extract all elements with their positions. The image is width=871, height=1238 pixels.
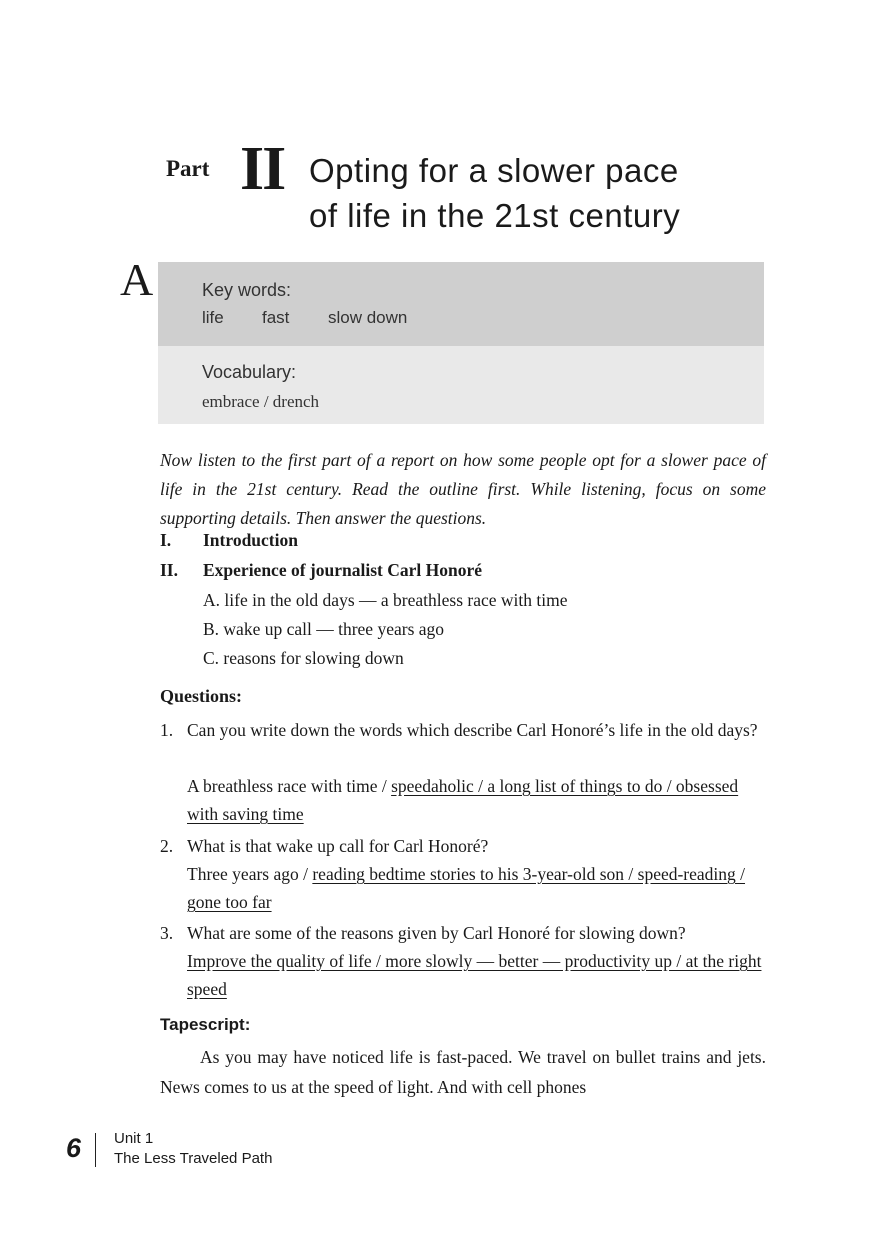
key-words-heading: Key words:: [202, 280, 292, 300]
listening-instructions: Now listen to the first part of a report on how some people opt for a slower pace of life in the 21st century. Read the outline first. While listening, focus on some supporting details. Then answer the questions.: [160, 450, 766, 528]
answer-text: [187, 772, 766, 828]
part-title-line-1: Opting for a slower pace: [309, 152, 679, 189]
answer-text: [187, 860, 766, 916]
outline-sub-item: B. wake up call — three years ago: [203, 619, 445, 639]
question-number: 1.: [160, 720, 174, 740]
outline-number: II.: [160, 560, 178, 580]
key-words-list: [202, 308, 407, 328]
vocabulary-box: [158, 346, 764, 424]
part-numeral: II: [240, 135, 285, 203]
unit-label: Unit 1: [114, 1130, 154, 1147]
tapescript-heading: Tapescript:: [160, 1015, 251, 1034]
outline-number: I.: [160, 530, 172, 550]
page-number: 6: [66, 1133, 82, 1163]
key-words-box: [158, 262, 764, 346]
question-text: What are some of the reasons given by Carl Honoré for slowing down?: [187, 923, 686, 943]
outline-sub-item: C. reasons for slowing down: [203, 648, 404, 668]
outline-text: Experience of journalist Carl Honoré: [203, 560, 482, 580]
vocabulary-heading: Vocabulary:: [202, 362, 297, 382]
key-word: life: [202, 308, 224, 327]
question-number: 2.: [160, 836, 174, 856]
section-letter: A: [120, 254, 154, 305]
question-text: Can you write down the words which describe Carl Honoré’s life in the old days?: [187, 720, 758, 740]
footer-divider: [95, 1133, 96, 1167]
answer-prefix: Three years ago /: [187, 864, 313, 884]
answer-underlined: Improve the quality of life / more slowly — better — productivity up / at the right speed: [187, 951, 762, 999]
vocabulary-words: embrace / drench: [202, 392, 320, 411]
key-word: slow down: [328, 308, 408, 327]
unit-title: The Less Traveled Path: [114, 1150, 273, 1167]
outline-text: Introduction: [203, 530, 298, 550]
tapescript-text: As you may have noticed life is fast-paced. We travel on bullet trains and jets. News comes to us at the speed of light. And with cell phones: [160, 1047, 766, 1097]
questions-heading: Questions:: [160, 686, 243, 706]
part-title-line-2: of life in the 21st century: [309, 197, 681, 234]
answer-prefix: A breathless race with time /: [187, 776, 392, 796]
question-text: What is that wake up call for Carl Honoré?: [187, 836, 489, 856]
footer-unit: [114, 1129, 272, 1169]
answer-underlined: speedaholic / a long list of things to do / obsessed with saving time: [187, 776, 739, 824]
key-word: fast: [262, 308, 290, 327]
answer-text: [187, 947, 766, 1003]
answer-underlined: reading bedtime stories to his 3-year-old son / speed-reading / gone too far: [187, 864, 746, 912]
part-label: Part: [166, 156, 210, 181]
outline-sub-item: A. life in the old days — a breathless race with time: [203, 590, 568, 610]
question-number: 3.: [160, 923, 174, 943]
part-title: [309, 148, 680, 238]
